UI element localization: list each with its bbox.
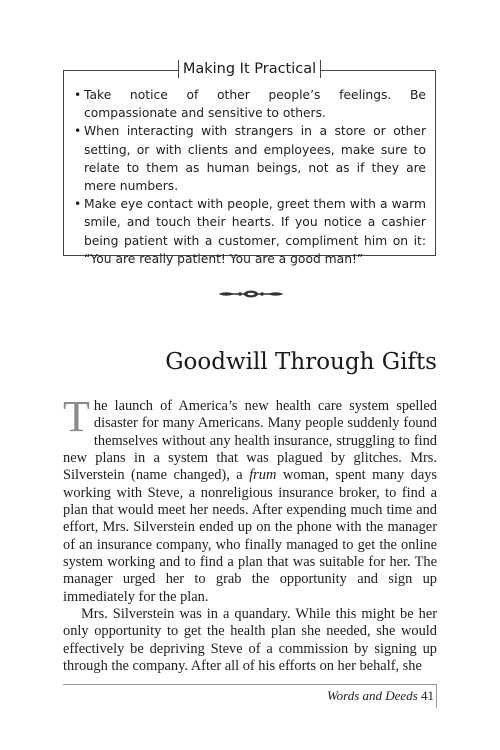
- bullet-icon: •: [74, 88, 82, 102]
- making-it-practical-box: [63, 61, 436, 266]
- paragraph-text: woman, spent many days working with Steve, a nonreligious insurance broker, to find a plan that would meet her needs. After expending much time and effort, Mrs. Silverstein ended up on the phone with the manager of an insurance company, who finally managed to get the online system working and to find a plan that was suitable for her. The manager urged her to grab the opportunity and sign up immediately for the plan.: [63, 467, 438, 605]
- drop-cap: T: [63, 392, 90, 441]
- practical-list: [74, 86, 426, 268]
- practical-item-text: When interacting with strangers in a store or other setting, or with clients and employees, make sure to relate to them as human beings, not as if they are mere numbers.: [84, 124, 426, 194]
- practical-item-3: [74, 195, 426, 268]
- box-title-wrap: [64, 59, 435, 79]
- body-paragraph-2: Mrs. Silverstein was in a quandary. While this might be her only opportunity to get the health plan she needed, she would effectively be depriving Steve of a commission by signing up through the company. After all of his efforts on her behalf, she: [63, 606, 437, 675]
- bullet-icon: •: [74, 197, 82, 212]
- practical-item-text: Take notice of other people’s feelings. Be compassionate and sensitive to others.: [84, 88, 426, 121]
- bullet-icon: •: [74, 124, 82, 139]
- body-text: [63, 392, 438, 676]
- footer-rule: [63, 684, 437, 685]
- box-title: Making It Practical: [178, 60, 321, 78]
- paragraph-text: he launch of America’s new health care system spelled disaster for many Americans. Many people suddenly found themselves without any health insurance, struggling to find new plans in a system that was plagued by glitches. Mrs. Silverstein (name changed), a: [63, 398, 437, 484]
- practical-item-2: [74, 122, 426, 195]
- italic-word: frum: [249, 467, 277, 484]
- page-footer: [327, 688, 434, 704]
- body-paragraph-1: [63, 392, 438, 606]
- ornament-divider-icon: [218, 289, 284, 299]
- chapter-title: Goodwill Through Gifts: [165, 349, 437, 375]
- running-head: Words and Deeds: [326, 688, 418, 703]
- practical-item-1: [74, 86, 426, 122]
- page-number: 41: [421, 688, 434, 703]
- practical-item-text: Make eye contact with people, greet them with a warm smile, and touch their hearts. If you notice a cashier being patient with a customer, compliment him on it: “You are really patient! You are a good man!”: [84, 197, 426, 266]
- footer-vertical-rule: [436, 684, 437, 708]
